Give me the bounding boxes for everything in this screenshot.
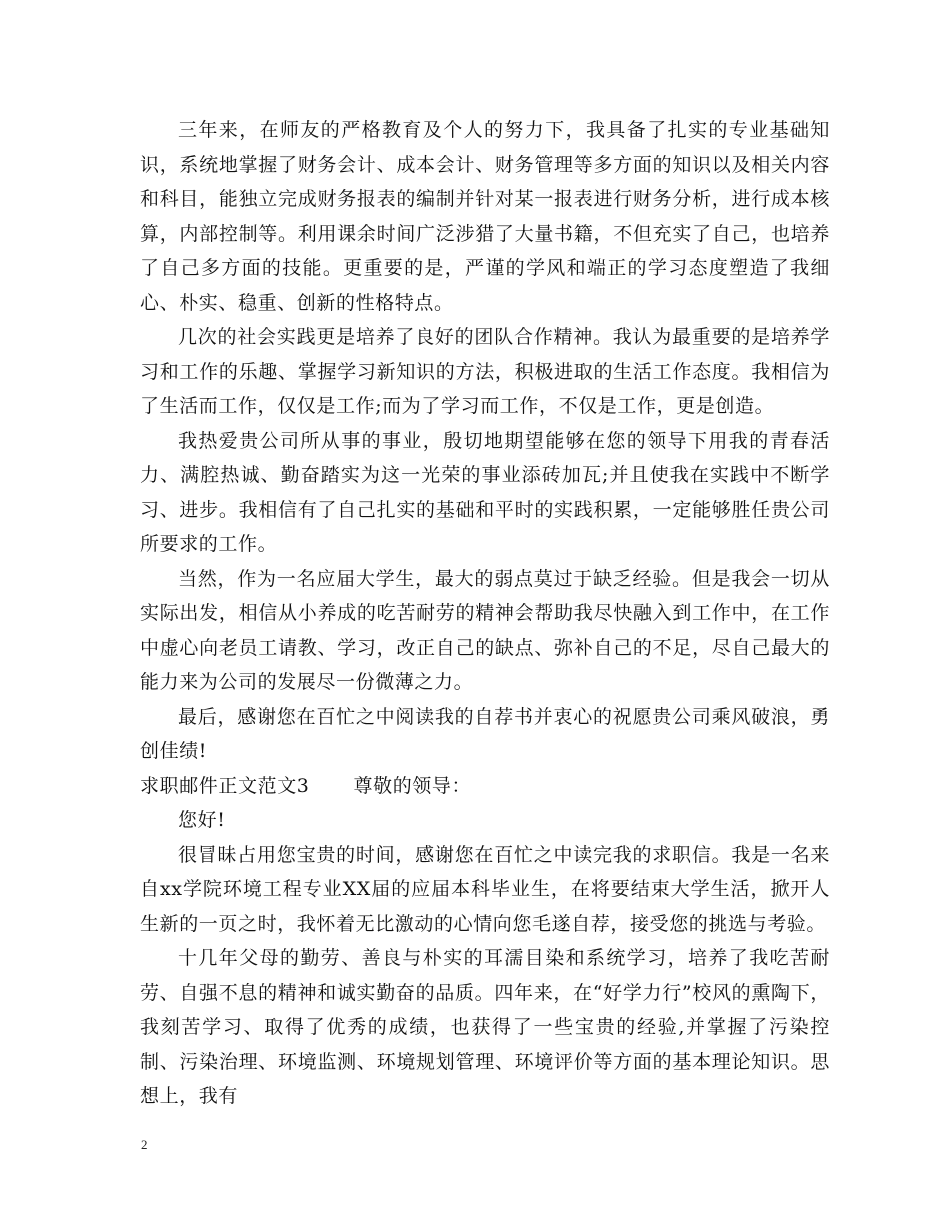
letter-paragraph-qualities: 十几年父母的勤劳、善良与朴实的耳濡目染和系统学习，培养了我吃苦耐劳、自强不息的精神和诚实勤奋的品质。四年来，在“好学力行”校风的熏陶下，我刻苦学习、取得了优秀的成绩，也获得了一些宝贵的经验,并掌握了污染控制、污染治理、环境监测、环境规划管理、环境评价等方面的基本理论知识。思想上，我有	[140, 947, 830, 1107]
paragraph-practice: 几次的社会实践更是培养了良好的团队合作精神。我认为最重要的是培养学习和工作的乐趣、掌握学习新知识的方法，积极进取的生活工作态度。我相信为了生活而工作，仅仅是工作;而为了学习而工作，不仅是工作，更是创造。	[140, 326, 830, 417]
greeting: 您好!	[178, 809, 226, 831]
document-body	[140, 113, 830, 1114]
paragraph-experience: 当然，作为一名应届大学生，最大的弱点莫过于缺乏经验。但是我会一切从实际出发，相信从小养成的吃苦耐劳的精神会帮助我尽快融入到工作中，在工作中虚心向老员工请教、学习，改正自己的缺点、弥补自己的不足，尽自己最大的能力来为公司的发展尽一份微薄之力。	[140, 567, 830, 693]
letter-paragraph-intro: 很冒昧占用您宝贵的时间，感谢您在百忙之中读完我的求职信。我是一名来自xx学院环境工程专业XX届的应届本科毕业生，在将要结束大学生活，掀开人生新的一页之时，我怀着无比激动的心情向您毛遂自荐，接受您的挑选与考验。	[140, 843, 830, 935]
page-number: 2	[141, 1137, 148, 1152]
paragraph-closing: 最后，感谢您在百忙之中阅读我的自荐书并衷心的祝愿贵公司乘风破浪，勇创佳绩!	[140, 705, 830, 762]
paragraph-company: 我热爱贵公司所从事的事业，殷切地期望能够在您的领导下用我的青春活力、满腔热诚、勤奋踏实为这一光荣的事业添砖加瓦;并且使我在实践中不断学习、进步。我相信有了自己扎实的基础和平时的实践积累，一定能够胜任贵公司所要求的工作。	[140, 429, 830, 555]
salutation: 尊敬的领导：	[353, 774, 472, 797]
section-heading-line	[140, 769, 830, 804]
section-title: 求职邮件正文范文3	[140, 774, 310, 797]
paragraph-study: 三年来，在师友的严格教育及个人的努力下，我具备了扎实的专业基础知识，系统地掌握了财务会计、成本会计、财务管理等多方面的知识以及相关内容和科目，能独立完成财务报表的编制并针对某一报表进行财务分析，进行成本核算，内部控制等。利用课余时间广泛涉猎了大量书籍，不但充实了自己，也培养了自己多方面的技能。更重要的是，严谨的学风和端正的学习态度塑造了我细心、朴实、稳重、创新的性格特点。	[140, 119, 830, 314]
